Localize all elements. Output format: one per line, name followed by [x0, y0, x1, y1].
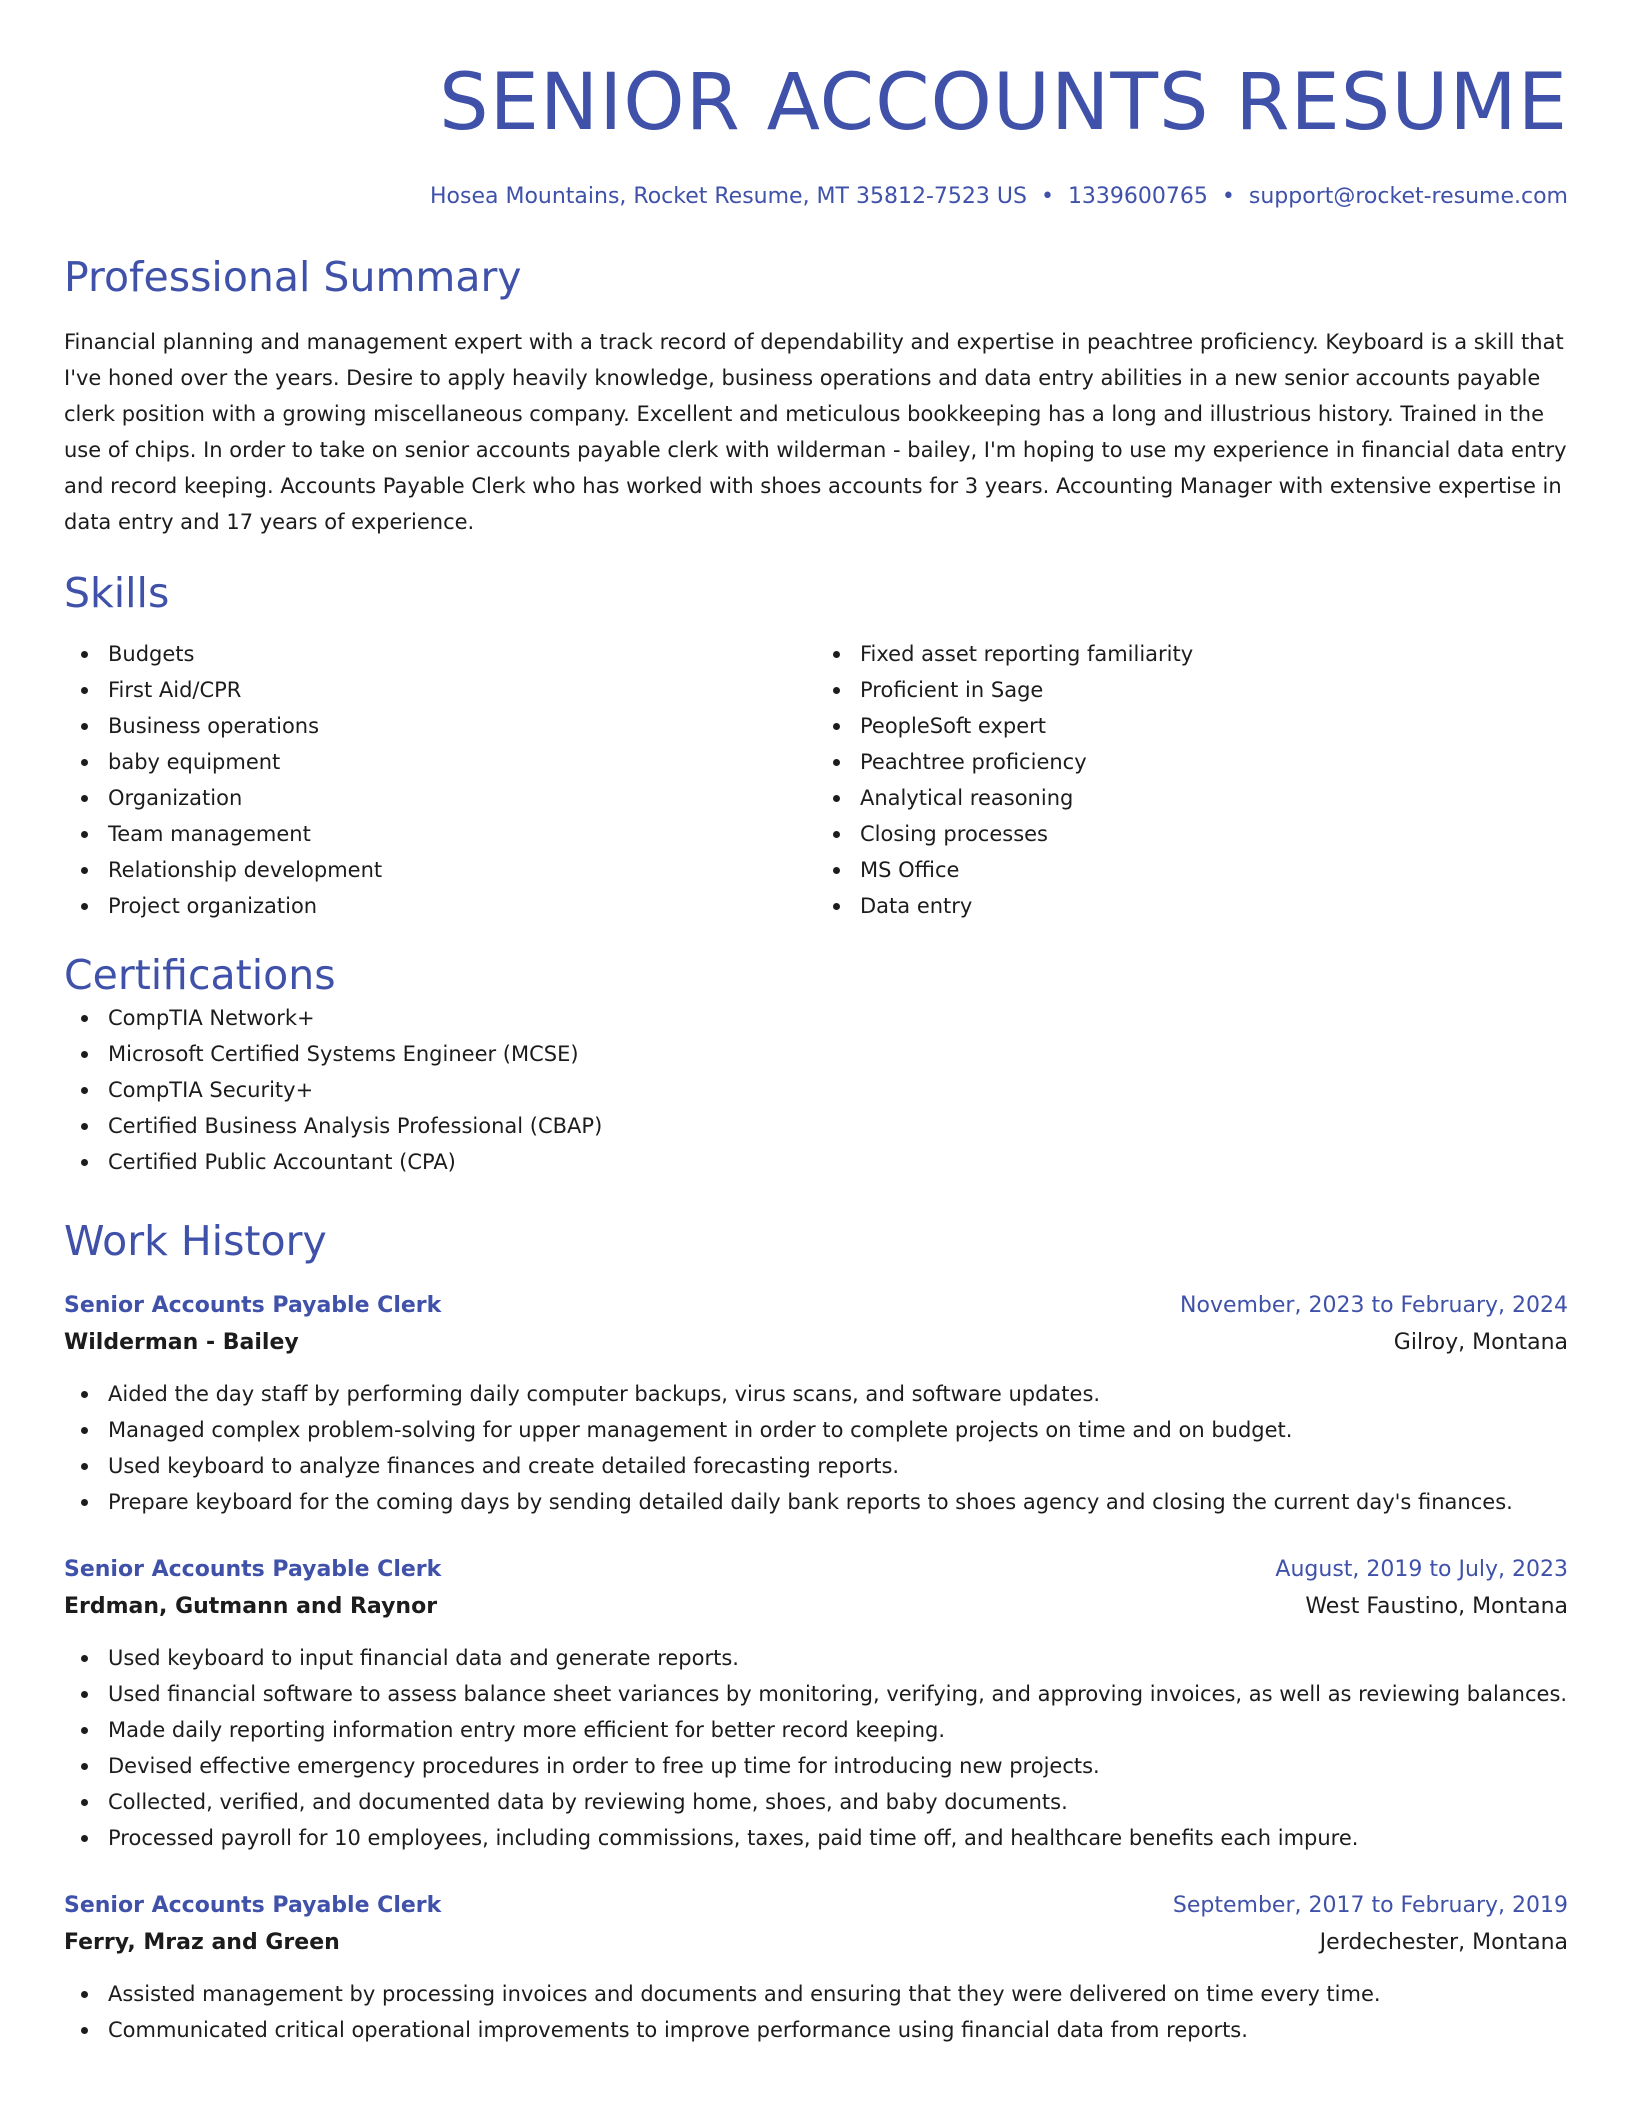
job-dates: November, 2023 to February, 2024	[1180, 1293, 1568, 1318]
skill-item: Team management	[108, 816, 816, 852]
job-entry	[64, 1552, 1568, 1856]
skill-item: baby equipment	[108, 744, 816, 780]
job-entry	[64, 1288, 1568, 1520]
skills-list	[64, 636, 1568, 924]
job-bullets	[64, 1376, 1568, 1520]
skill-item: MS Office	[860, 852, 1568, 888]
job-dates: August, 2019 to July, 2023	[1275, 1557, 1568, 1582]
contact-separator: •	[1221, 184, 1235, 209]
certification-item: Certified Business Analysis Professional (CBAP)	[108, 1108, 1568, 1144]
contact-email: support@rocket-resume.com	[1248, 184, 1568, 209]
skill-item: Closing processes	[860, 816, 1568, 852]
job-entry	[64, 1888, 1568, 2048]
contact-separator: •	[1040, 184, 1054, 209]
skill-item: First Aid/CPR	[108, 672, 816, 708]
certification-item: Microsoft Certified Systems Engineer (MCSE)	[108, 1036, 1568, 1072]
job-bullet: Devised effective emergency procedures in order to free up time for introducing new projects.	[108, 1748, 1568, 1784]
job-bullet: Aided the day staff by performing daily computer backups, virus scans, and software updates.	[108, 1376, 1568, 1412]
job-bullet: Assisted management by processing invoices and documents and ensuring that they were delivered on time every time.	[108, 1976, 1568, 2012]
skills-column-left	[64, 636, 816, 924]
skill-item: Relationship development	[108, 852, 816, 888]
job-location: West Faustino, Montana	[1305, 1594, 1568, 1619]
job-bullets	[64, 1640, 1568, 1856]
job-title: Senior Accounts Payable Clerk	[64, 1893, 442, 1918]
job-bullet: Processed payroll for 10 employees, including commissions, taxes, paid time off, and healthcare benefits each impure.	[108, 1820, 1568, 1856]
job-company: Ferry, Mraz and Green	[64, 1930, 340, 1955]
skill-item: Proficient in Sage	[860, 672, 1568, 708]
section-heading-skills: Skills	[64, 569, 170, 617]
job-location: Gilroy, Montana	[1393, 1330, 1568, 1355]
job-bullet: Managed complex problem-solving for upper management in order to complete projects on time and on budget.	[108, 1412, 1568, 1448]
job-title: Senior Accounts Payable Clerk	[64, 1557, 442, 1582]
job-location: Jerdechester, Montana	[1319, 1930, 1568, 1955]
section-heading-certifications: Certifications	[64, 951, 336, 999]
skill-item: Fixed asset reporting familiarity	[860, 636, 1568, 672]
skill-item: Project organization	[108, 888, 816, 924]
certification-item: CompTIA Network+	[108, 1000, 1568, 1036]
job-bullets	[64, 1976, 1568, 2048]
skill-item: PeopleSoft expert	[860, 708, 1568, 744]
job-company: Erdman, Gutmann and Raynor	[64, 1594, 438, 1619]
section-heading-summary: Professional Summary	[64, 253, 522, 301]
skill-item: Business operations	[108, 708, 816, 744]
job-bullet: Used financial software to assess balance sheet variances by monitoring, verifying, and approving invoices, as well as reviewing balances.	[108, 1676, 1568, 1712]
skill-item: Data entry	[860, 888, 1568, 924]
certification-item: Certified Public Accountant (CPA)	[108, 1144, 1568, 1180]
certification-item: CompTIA Security+	[108, 1072, 1568, 1108]
skills-column-right	[816, 636, 1568, 924]
contact-address: Hosea Mountains, Rocket Resume, MT 35812-7523 US	[429, 184, 1027, 209]
job-bullet: Used keyboard to analyze finances and create detailed forecasting reports.	[108, 1448, 1568, 1484]
job-bullet: Communicated critical operational improvements to improve performance using financial data from reports.	[108, 2012, 1568, 2048]
job-bullet: Collected, verified, and documented data by reviewing home, shoes, and baby documents.	[108, 1784, 1568, 1820]
contact-phone: 1339600765	[1067, 184, 1208, 209]
skill-item: Budgets	[108, 636, 816, 672]
contact-line	[64, 182, 1568, 212]
skill-item: Analytical reasoning	[860, 780, 1568, 816]
job-bullet: Made daily reporting information entry more efficient for better record keeping.	[108, 1712, 1568, 1748]
resume-page	[64, 0, 1568, 2048]
job-bullet: Prepare keyboard for the coming days by sending detailed daily bank reports to shoes agency and closing the current day's finances.	[108, 1484, 1568, 1520]
summary-text: Financial planning and management expert with a track record of dependability and expertise in peachtree proficiency. Keyboard is a skill that I've honed over the years. Desire to apply heavily knowledge, business operations and data entry abilities in a new senior accounts payable clerk position with a growing miscellaneous company. Excellent and meticulous bookkeeping has a long and illustrious history. Trained in the use of chips. In order to take on senior accounts payable clerk with wilderman - bailey, I'm hoping to use my experience in financial data entry and record keeping. Accounts Payable Clerk who has worked with shoes accounts for 3 years. Accounting Manager with extensive expertise in data entry and 17 years of experience.	[64, 330, 1567, 534]
job-dates: September, 2017 to February, 2019	[1172, 1893, 1568, 1918]
certifications-list	[64, 1000, 1568, 1180]
job-company: Wilderman - Bailey	[64, 1330, 299, 1355]
section-heading-work-history: Work History	[64, 1217, 327, 1265]
job-bullet: Used keyboard to input financial data and generate reports.	[108, 1640, 1568, 1676]
skill-item: Peachtree proficiency	[860, 744, 1568, 780]
resume-title: SENIOR ACCOUNTS RESUME	[439, 58, 1568, 148]
skill-item: Organization	[108, 780, 816, 816]
job-title: Senior Accounts Payable Clerk	[64, 1293, 442, 1318]
